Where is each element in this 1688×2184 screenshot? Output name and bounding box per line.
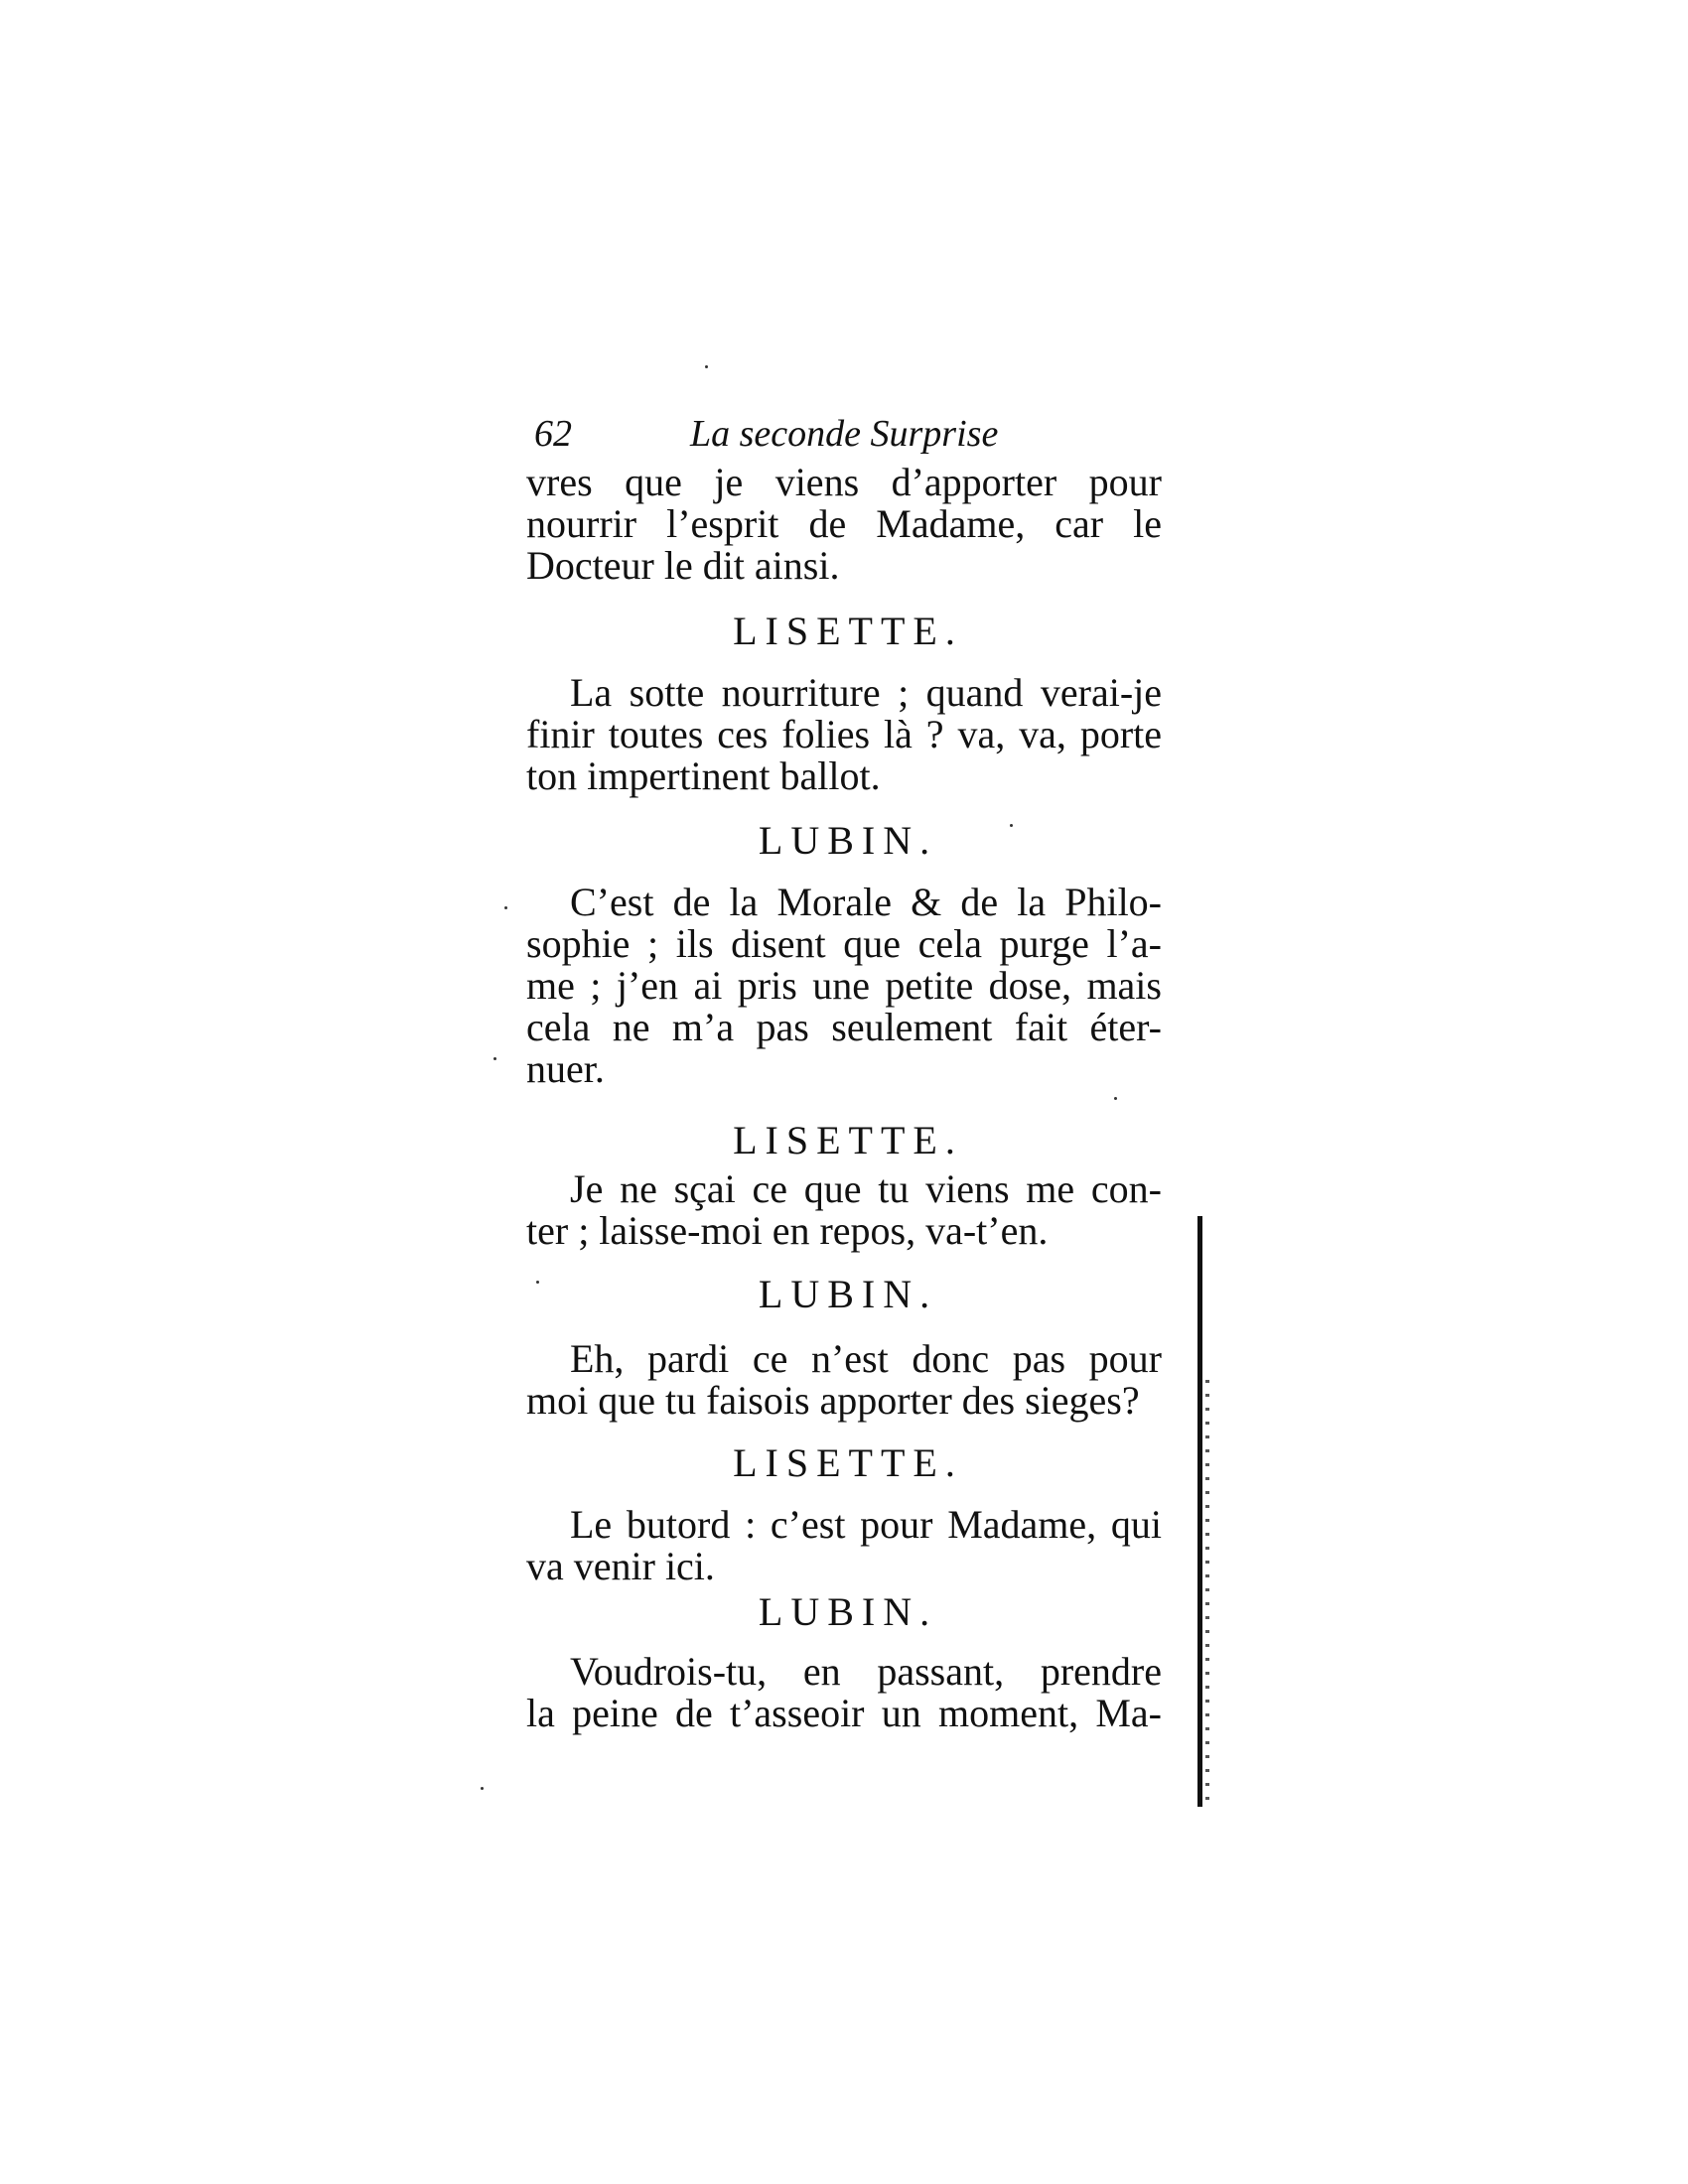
- text-line: Docteur le dit ainsi.: [526, 543, 840, 588]
- speech-block: [526, 672, 1162, 797]
- scan-speck: [1010, 824, 1013, 827]
- text-line: Eh, pardi ce n’est donc pas pour: [570, 1336, 1162, 1381]
- text-line: moi que tu faisois apporter des sieges?: [526, 1378, 1140, 1423]
- speaker-name: LUBIN.: [758, 818, 938, 863]
- scan-speck: [536, 1281, 539, 1284]
- passage-continuation: [526, 462, 1162, 587]
- scan-speck: [493, 1057, 496, 1060]
- speaker-name: LISETTE.: [733, 609, 963, 653]
- text-line: me ; j’en ai pris une petite dose, mais: [526, 963, 1162, 1008]
- speech-block: [526, 1504, 1162, 1587]
- text-line: vres que je viens d’apporter pour: [526, 460, 1162, 504]
- text-line: va venir ici.: [526, 1544, 715, 1588]
- text-line: nourrir l’esprit de Madame, car le: [526, 501, 1162, 546]
- scan-speck: [1114, 1097, 1117, 1100]
- text-line: Je ne sçai ce que tu viens me con-: [570, 1166, 1162, 1211]
- speaker-name: LUBIN.: [758, 1272, 938, 1316]
- speaker-name: LUBIN.: [758, 1589, 938, 1634]
- text-line: sophie ; ils disent que cela purge l’a-: [526, 921, 1162, 966]
- speech-block: [526, 1168, 1162, 1252]
- text-line: la peine de t’asseoir un moment, Ma-: [526, 1691, 1162, 1735]
- text-line: Le butord : c’est pour Madame, qui: [570, 1502, 1162, 1547]
- page-edge-shadow: [1197, 1216, 1202, 1807]
- speech-block: [526, 1338, 1162, 1422]
- text-line: finir toutes ces folies là ? va, va, porte: [526, 712, 1162, 756]
- running-title: La seconde Surprise: [690, 413, 999, 455]
- page-header: [526, 412, 1162, 462]
- text-line: C’est de la Morale & de la Philo-: [570, 880, 1162, 924]
- text-line: cela ne m’a pas seulement fait éter-: [526, 1005, 1162, 1049]
- scan-speck: [705, 365, 708, 368]
- page-number: 62: [534, 413, 572, 455]
- scan-speck: [504, 906, 507, 909]
- speech-block: [526, 1651, 1162, 1734]
- text-line: nuer.: [526, 1046, 605, 1091]
- speaker-name: LISETTE.: [733, 1118, 963, 1162]
- text-line: ton impertinent ballot.: [526, 753, 881, 798]
- text-line: La sotte nourriture ; quand verai-je: [570, 670, 1162, 715]
- speech-block: [526, 882, 1162, 1090]
- text-line: Voudrois-tu, en passant, prendre: [570, 1649, 1162, 1694]
- scan-speck: [481, 1787, 484, 1790]
- speaker-name: LISETTE.: [733, 1440, 963, 1485]
- text-line: ter ; laisse-moi en repos, va-t’en.: [526, 1208, 1049, 1253]
- page-edge-specks: [1205, 1380, 1209, 1807]
